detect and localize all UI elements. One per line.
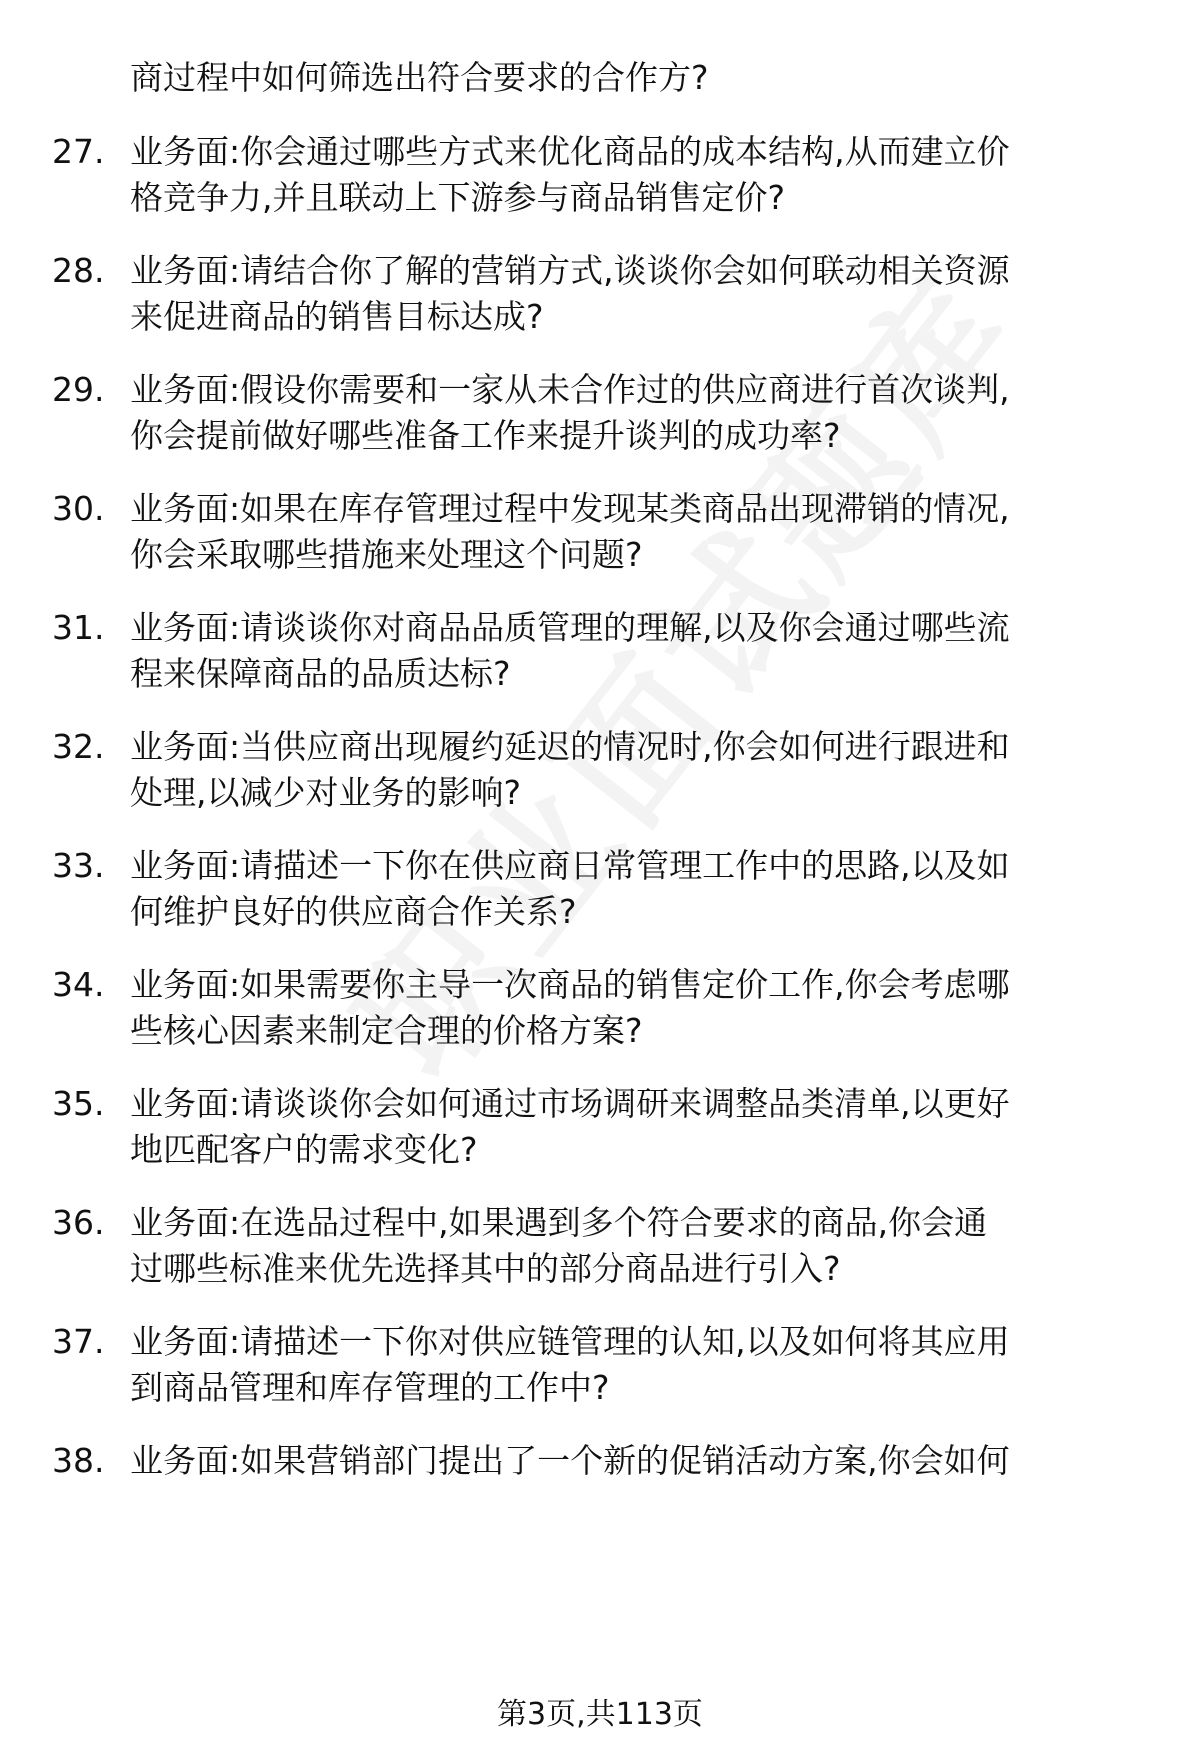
item-line: 业务面:假设你需要和一家从未合作过的供应商进行首次谈判, — [130, 370, 1010, 409]
item-line: 到商品管理和库存管理的工作中? — [130, 1368, 610, 1407]
item-number: 29. — [52, 370, 105, 409]
item-line: 业务面:如果在库存管理过程中发现某类商品出现滞销的情况, — [130, 489, 1010, 528]
item-line: 业务面:请描述一下你在供应商日常管理工作中的思路,以及如 — [130, 846, 1010, 885]
item-line: 业务面:如果营销部门提出了一个新的促销活动方案,你会如何 — [130, 1441, 1010, 1480]
item-line: 你会采取哪些措施来处理这个问题? — [130, 535, 643, 574]
item-line: 何维护良好的供应商合作关系? — [130, 892, 577, 931]
item-line: 格竞争力,并且联动上下游参与商品销售定价? — [130, 178, 786, 217]
item-number: 34. — [52, 965, 105, 1004]
item-line: 过哪些标准来优先选择其中的部分商品进行引入? — [130, 1249, 841, 1288]
item-line: 业务面:当供应商出现履约延迟的情况时,你会如何进行跟进和 — [130, 727, 1010, 766]
item-number: 37. — [52, 1322, 105, 1361]
item-number: 36. — [52, 1203, 105, 1242]
continuation-line: 商过程中如何筛选出符合要求的合作方? — [130, 58, 709, 97]
item-number: 38. — [52, 1441, 105, 1480]
item-number: 31. — [52, 608, 105, 647]
item-line: 业务面:请谈谈你对商品品质管理的理解,以及你会通过哪些流 — [130, 608, 1010, 647]
item-line: 业务面:请结合你了解的营销方式,谈谈你会如何联动相关资源 — [130, 251, 1010, 290]
item-number: 27. — [52, 132, 105, 171]
item-line: 地匹配客户的需求变化? — [130, 1130, 478, 1169]
item-line: 业务面:请描述一下你对供应链管理的认知,以及如何将其应用 — [130, 1322, 1010, 1361]
item-line: 业务面:在选品过程中,如果遇到多个符合要求的商品,你会通 — [130, 1203, 988, 1242]
item-line: 业务面:你会通过哪些方式来优化商品的成本结构,从而建立价 — [130, 132, 1010, 171]
item-line: 程来保障商品的品质达标? — [130, 654, 511, 693]
item-number: 32. — [52, 727, 105, 766]
item-number: 33. — [52, 846, 105, 885]
item-line: 你会提前做好哪些准备工作来提升谈判的成功率? — [130, 416, 841, 455]
item-line: 业务面:如果需要你主导一次商品的销售定价工作,你会考虑哪 — [130, 965, 1010, 1004]
page-footer: 第3页,共113页 — [497, 1697, 703, 1732]
item-number: 28. — [52, 251, 105, 290]
item-line: 业务面:请谈谈你会如何通过市场调研来调整品类清单,以更好 — [130, 1084, 1010, 1123]
item-number: 30. — [52, 489, 105, 528]
item-line: 些核心因素来制定合理的价格方案? — [130, 1011, 643, 1050]
item-line: 处理,以减少对业务的影响? — [130, 773, 522, 812]
item-line: 来促进商品的销售目标达成? — [130, 297, 544, 336]
item-number: 35. — [52, 1084, 105, 1123]
